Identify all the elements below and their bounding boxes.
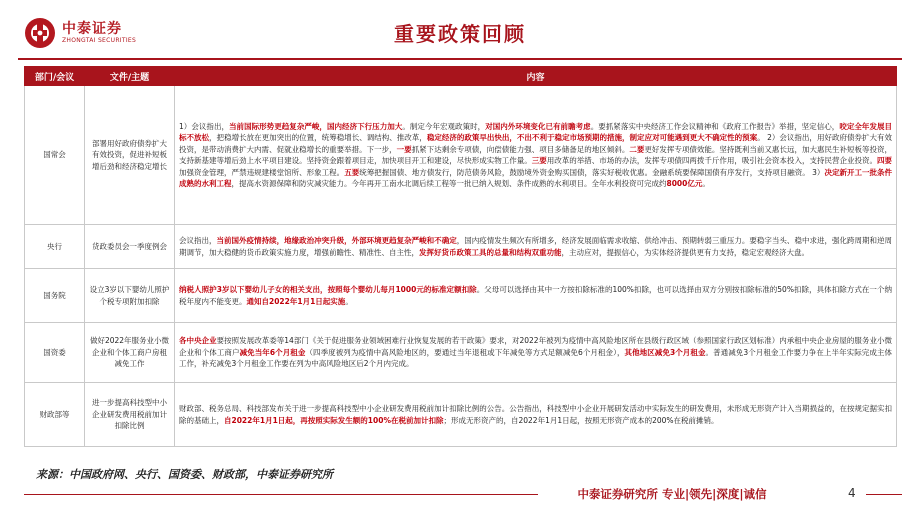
header-dept: 部门/会议	[25, 67, 85, 86]
page-number: 4	[848, 486, 856, 500]
row-doc: 设立3岁以下婴幼儿照护个税专项附加扣除	[85, 269, 175, 323]
table-row	[25, 383, 897, 447]
content-text: 。普通减免3个月租金工作要力争在上半年实际完成主体工作，补充减免3个月租金工作要在列为中高风险地区后2个月内完成。	[179, 347, 892, 369]
table-row	[25, 225, 897, 269]
highlighted-text: 发挥好货币政策工具的总量和结构双重功能	[419, 247, 562, 257]
highlighted-text: 一要	[396, 144, 412, 154]
content-text: ；形成无形资产的，自2022年1月1日起，按照无形资产成本的200%在税前摊销。	[443, 415, 719, 425]
content-text: 。制定今年宏观政策时，	[402, 121, 486, 131]
highlighted-text: 自2022年1月1日起，再按照实际发生额的100%在税前加计扣除	[224, 415, 444, 425]
policy-table	[24, 66, 897, 447]
highlighted-text: 决定新开工一批条件成熟的水利工程	[179, 167, 893, 188]
highlighted-text: 8000亿元	[666, 179, 703, 188]
content-text: 更好发挥专项债效能。坚持既利当前又惠长远，加大惠民生补短板等投资，支持新基建等增后劲上水平项目建设。坚持资金跟着项目走，加快项目开工和建设，尽快形成实物工作量。	[179, 144, 893, 165]
content-text: 1）会议指出，	[179, 121, 230, 131]
content-text: 。	[345, 296, 353, 306]
content-text: 用改革的举措、市场的办法，发挥专项债四两拨千斤作用，吸引社会资本投入，支持民营企业投资。	[546, 156, 877, 165]
content-text: 。	[702, 179, 710, 188]
row-dept: 国资委	[25, 323, 85, 383]
highlighted-text: 其他地区减免3个月租金	[624, 347, 706, 357]
row-dept: 央行	[25, 225, 85, 269]
logo-name-cn: 中泰证券	[62, 21, 122, 37]
row-doc: 做好2022年服务业小微企业和个体工商户房租减免工作	[85, 323, 175, 383]
highlighted-text: 咬定全年发展目标不放松	[179, 121, 893, 142]
content-text: ，国内疫情发生频次有所增多，经济发展面临需求收缩、供给冲击、预期转弱三重压力。要稳字当头、稳中求进，强化跨周期和逆周期调节，加大稳健的货币政策实施力度，增强前瞻性、精准性、自主性，	[179, 236, 893, 257]
highlighted-text: 通知自2022年1月1日起实施	[246, 296, 346, 306]
highlighted-text: 当前国外疫情持续，地缘政治冲突升级，外部环境更趋复杂严峻和不确定	[216, 236, 457, 245]
row-dept: 财政部等	[25, 383, 85, 447]
table-row	[25, 86, 897, 225]
content-text: 。 2）会议指出，用好政府债券扩大有效投资，是带动消费扩大内需、促就业稳增长的重要举措。下一步，	[179, 133, 893, 154]
content-text: 抓紧下达剩余专项债，向偿债能力强、项目多储备足的地区倾斜。	[411, 144, 630, 154]
highlighted-text: 当前国际形势更趋复杂严峻，国内经济下行压力加大	[229, 121, 403, 131]
content-text: 统筹把握国债、地方债发行，防范债务风险，鼓励境外资金购买国债，落实好税收优惠。金融系统要保障国债有序发行，支持项目融资。 3）	[359, 167, 825, 177]
highlighted-text: 四要	[877, 156, 893, 165]
content-text: 加强资金管理，严禁违规建楼堂馆所、形象工程。	[179, 167, 345, 177]
highlighted-text: 稳定经济的政策早出快出，不出不利于稳定市场预期的措施，制定应对可能遇到更大不确定性的预案	[426, 133, 758, 142]
table-header-row	[25, 67, 897, 86]
highlighted-text: 二要	[629, 144, 645, 154]
content-text: 会议指出，	[179, 236, 217, 245]
highlighted-text: 纳税人照护3岁以下婴幼儿子女的相关支出，按照每个婴幼儿每月1000元的标准定额扣除	[179, 285, 477, 294]
content-text: ，提高水资源保障和防灾减灾能力。今年再开工南水北调后续工程等一批已纳入规划、条件成熟的水利项目。全年水利投资可完成约	[231, 179, 667, 188]
content-text: 财政部、税务总局、科技部发布关于进一步提高科技型中小企业研发费用税前加计扣除比例的公告。公告指出，科技型中小企业开展研发活动中实际发生的研发费用，未形成无形资产计入当期损益的，在按规定据实扣除的基础上，	[179, 404, 892, 425]
row-doc: 部署用好政府债券扩大有效投资，促进补短板增后劲和经济稳定增长	[85, 86, 175, 225]
table-row	[25, 269, 897, 323]
footer-divider	[24, 494, 538, 495]
source-note: 来源：中国政府网、央行、国资委、财政部，中泰证券研究所	[36, 468, 333, 481]
highlighted-text: 对国内外环境变化已有前瞻考虑	[485, 121, 591, 131]
logo-name-en: ZHONGTAI SECURITIES	[62, 37, 137, 44]
title-divider	[18, 58, 902, 60]
highlighted-text: 五要	[344, 167, 360, 177]
footer-divider-right	[866, 494, 902, 495]
highlighted-text: 减免当年6个月租金	[239, 347, 306, 357]
footer-tagline: 中泰证券研究所 专业|领先|深度|诚信	[538, 484, 806, 504]
row-dept: 国常会	[25, 86, 85, 225]
row-content	[175, 269, 897, 323]
table-row	[25, 323, 897, 383]
content-text: （四季度被列为疫情中高风险地区的，要通过当年退租或下年减免等方式足额减免6个月租金），	[305, 347, 625, 357]
row-content	[175, 225, 897, 269]
row-dept: 国务院	[25, 269, 85, 323]
header	[0, 0, 920, 62]
page-title: 重要政策回顾	[394, 22, 526, 46]
highlighted-text: 三要	[531, 156, 547, 165]
header-content: 内容	[175, 67, 897, 86]
row-content	[175, 383, 897, 447]
content-text: 。父母可以选择由其中一方按扣除标准的100%扣除，也可以选择由双方分别按扣除标准的50%扣除，具体扣除方式在一个纳税年度内不能变更。	[179, 285, 893, 306]
header-doc: 文件/主题	[85, 67, 175, 86]
row-doc: 货政委员会一季度例会	[85, 225, 175, 269]
highlighted-text: 各中央企业	[179, 336, 217, 346]
content-text: 。要抓紧落实中央经济工作会议精神和《政府工作报告》举措，坚定信心，	[590, 121, 840, 131]
row-content	[175, 86, 897, 225]
content-text: ，主动应对，提振信心，为实体经济提供更有力支持，稳定宏观经济大盘。	[561, 247, 809, 257]
content-text: 要按照发展改革委等14部门《关于促进服务业领域困难行业恢复发展的若干政策》要求，对2022年被列为疫情中高风险地区所在县级行政区域（参照国家行政区划标准）内承租中央企业房屋的服务业小微企业和个体工商户	[179, 336, 892, 357]
row-doc: 进一步提高科技型中小企业研发费用税前加计扣除比例	[85, 383, 175, 447]
content-text: ，把稳增长放在更加突出的位置，统筹稳增长、调结构、推改革，	[209, 133, 427, 142]
row-content	[175, 323, 897, 383]
